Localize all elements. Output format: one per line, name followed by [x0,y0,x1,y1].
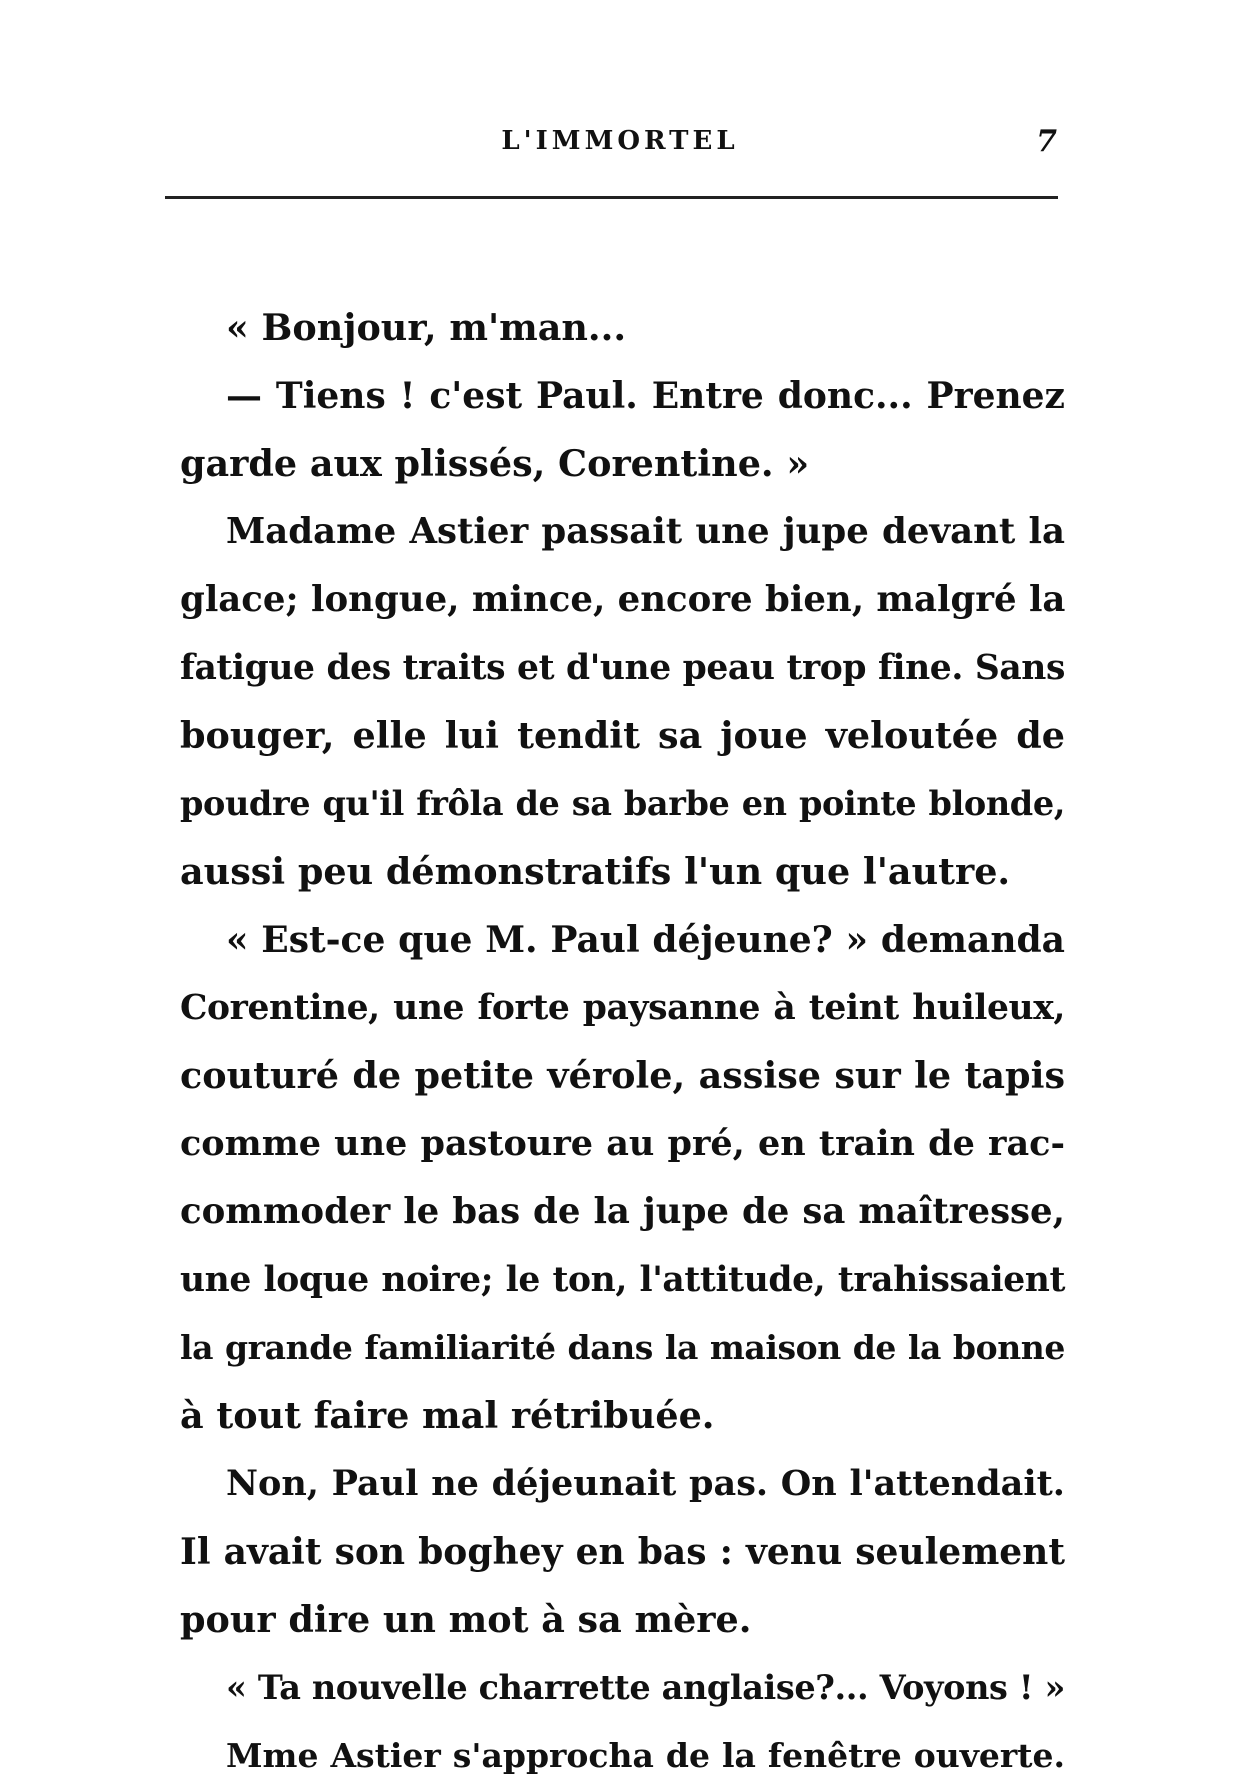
running-head [165,126,1075,166]
text-line: commoder le bas de la jupe de sa maîtresse, [180,1191,1065,1232]
text-line: glace; longue, mince, encore bien, malgré la [180,579,1066,620]
body-text [180,294,1065,1790]
text-line: Mme Astier s'approcha de la fenêtre ouverte. [226,1736,1065,1775]
text-line: Corentine, une forte paysanne à teint huileux, [180,988,1065,1028]
text-line: couturé de petite vérole, assise sur le tapis [180,1054,1065,1097]
text-line: garde aux plissés, Corentine. » [180,442,810,485]
text-line: à tout faire mal rétribuée. [180,1394,715,1437]
text-line: la grande familiarité dans la maison de la bonne [180,1328,1065,1367]
text-line: fatigue des traits et d'une peau trop fine. Sans [180,648,1065,688]
text-line: bouger, elle lui tendit sa joue veloutée de [180,714,1065,757]
text-line: poudre qu'il frôla de sa barbe en pointe blonde, [180,784,1065,823]
text-line: « Est-ce que M. Paul déjeune? » demanda [226,919,1065,961]
text-line: « Bonjour, m'man... [226,306,627,349]
text-line: Non, Paul ne déjeunait pas. On l'attendait. [226,1463,1065,1504]
text-line: Madame Astier passait une jupe devant la [226,511,1065,552]
text-line: — Tiens ! c'est Paul. Entre donc... Prenez [226,375,1065,417]
page-number: 7 [1036,124,1057,159]
text-line: « Ta nouvelle charrette anglaise?... Voyons ! » [226,1668,1065,1707]
text-line: une loque noire; le ton, l'attitude, trahissaient [180,1260,1065,1300]
text-line: pour dire un mot à sa mère. [180,1598,752,1641]
text-line: aussi peu démonstratifs l'un que l'autre. [180,850,1011,893]
text-line: comme une pastoure au pré, en train de rac- [180,1123,1065,1164]
text-line: Il avait son boghey en bas : venu seulement [180,1531,1065,1573]
header-rule [165,196,1058,199]
running-title: L'IMMORTEL [501,126,739,156]
